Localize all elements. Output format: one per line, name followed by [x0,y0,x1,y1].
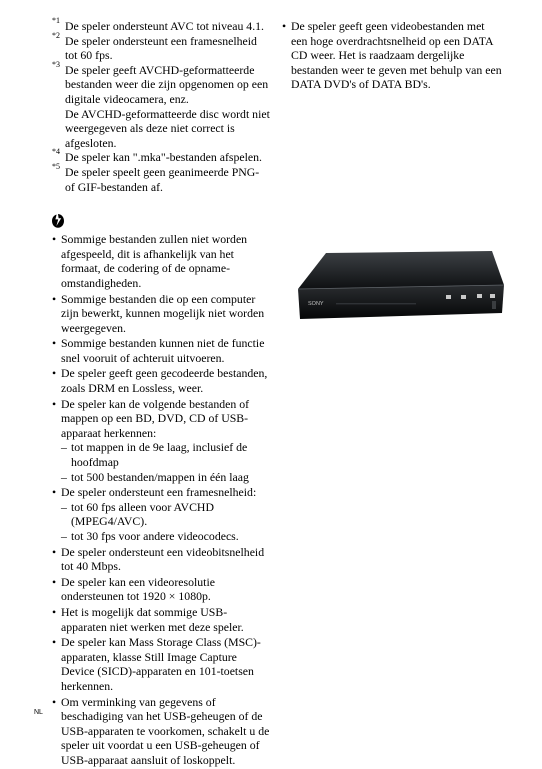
note-icon [52,214,270,228]
list-item [52,695,270,768]
list-item-text: Sommige bestanden kunnen niet de functie snel vooruit of achteruit uitvoeren. [61,336,265,365]
list-item-text: De speler ondersteunt een videobitsnelheid tot 40 Mbps. [61,544,265,574]
footnote-continuation: De AVCHD-geformatteerde disc wordt niet weergegeven als deze niet correct is afgesloten. [65,106,270,150]
list-item [52,366,270,395]
sub-list [61,500,270,544]
list-item-text: De speler geeft geen gecodeerde bestanden, zoals DRM en Lossless, weer. [61,366,268,396]
sub-list-item: – tot 500 bestanden/mappen in één laag [61,470,270,485]
list-item [52,292,270,336]
footnote-text: De speler ondersteunt AVC tot niveau 4.1. [65,19,264,33]
list-item-text: Sommige bestanden zullen niet worden afgespeeld, dit is afhankelijk van het formaat, de codering of de opname-omstandigheden. [61,232,248,290]
footnote [52,161,270,194]
list-item [52,545,270,574]
list-item-text: Sommige bestanden die op een computer zijn bewerkt, kunnen mogelijk niet worden weergegeven. [61,291,265,335]
footnote [52,59,270,107]
footnote [52,30,270,63]
sub-list-item: – tot 30 fps voor andere videocodecs. [61,529,270,544]
footnote-text: De speler geeft AVCHD-geformatteerde bestanden weer die zijn opgenomen op een digitale videocamera, enz. [65,62,269,106]
footnote-mark: *5 [52,161,60,171]
sub-list-item: – tot 60 fps alleen voor AVCHD (MPEG4/AVC). [61,500,270,529]
list-item [52,575,270,604]
footnotes [52,16,270,194]
list-item [52,485,270,543]
left-column [52,16,270,769]
footnote [52,147,270,165]
list-item [52,605,270,634]
sub-list [61,440,270,484]
page-language-marker: NL [34,709,43,716]
sub-list-item: – tot mappen in de 9e laag, inclusief de hoofdmap [61,440,270,469]
footnote-mark: *1 [52,16,60,25]
list-item-text: De speler kan een videoresolutie ondersteunen tot 1920 × 1080p. [61,574,215,604]
notes-list [52,232,270,767]
blu-ray-player-image [296,247,506,329]
footnote-mark: *2 [52,30,60,40]
list-item [52,397,270,485]
list-item [52,336,270,365]
list-item [52,635,270,693]
footnote-text: De speler ondersteunt een framesnelheid tot 60 fps. [65,33,257,63]
footnote-text: De speler kan ".mka"-bestanden afspelen. [65,150,262,165]
list-item [52,232,270,290]
right-column [282,19,502,92]
list-item-text: De speler ondersteunt een framesnelheid: [61,485,257,500]
list-item-text: De speler kan Mass Storage Class (MSC)-apparaten, klasse Still Image Capture Device (SICD)-apparaten en 101-toetsen herkennen. [61,635,261,693]
list-item-text: Om verminking van gegevens of beschadiging van het USB-geheugen of de USB-apparaten te voorkomen, schakelt u de speler uit voordat u een USB-geheugen of USB-apparaat aansluit of loskoppelt. [61,694,270,767]
footnote-mark: *3 [52,59,60,69]
footnote-text: De speler speelt geen geanimeerde PNG- of GIF-bestanden af. [65,164,260,194]
data-cd-note: • De speler geeft geen videobestanden met een hoge overdrachtsnelheid op een DATA CD weer. Het is raadzaam dergelijke bestanden weer te geven met behulp van een DATA DVD's of DATA BD's. [282,19,502,92]
list-item-text: De speler kan de volgende bestanden of mappen op een BD, DVD, CD of USB-apparaat herkennen: [61,396,250,440]
footnote [52,16,270,34]
footnote-mark: *4 [52,147,60,157]
device-logo: SONY [308,301,324,307]
list-item-text: Het is mogelijk dat sommige USB-apparaten niet werken met deze speler. [61,604,244,634]
